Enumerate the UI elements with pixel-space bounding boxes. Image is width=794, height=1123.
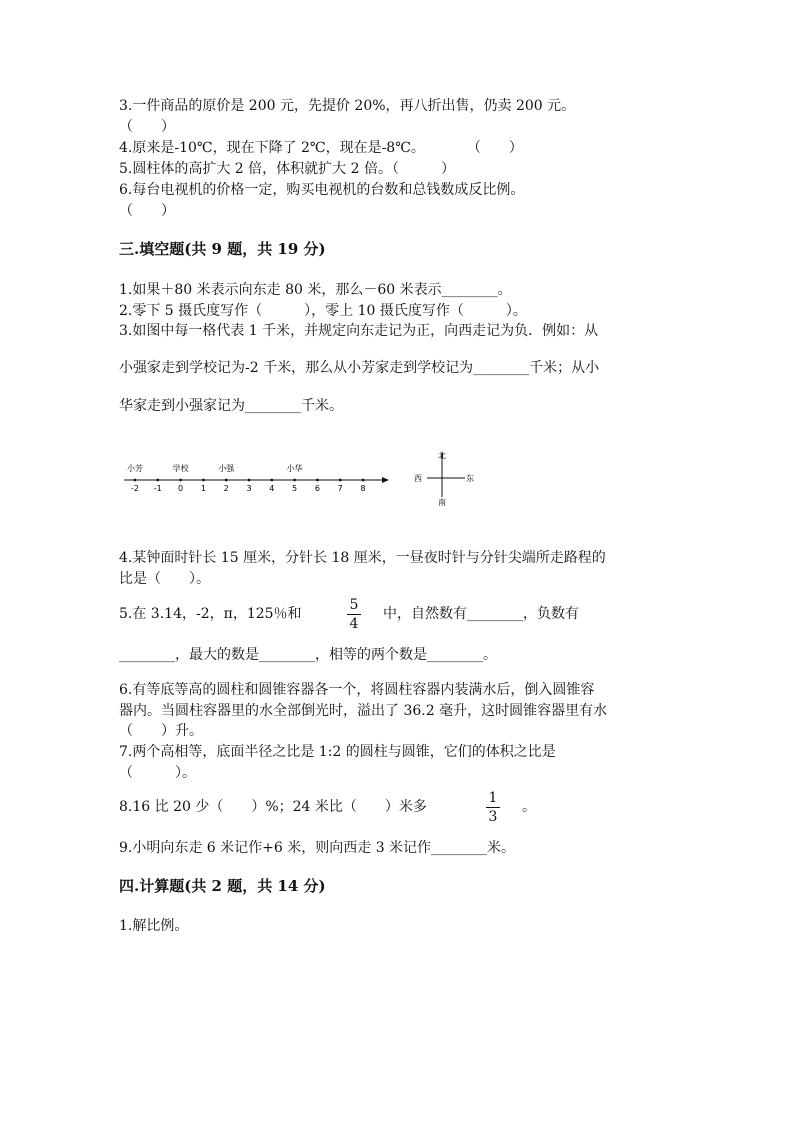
fraction-1-3 xyxy=(486,790,500,825)
fill-q2: 2.零下 5 摄氏度写作（ ），零上 10 摄氏度写作（ ）。 xyxy=(119,303,527,319)
tick-mark xyxy=(270,479,273,482)
fill-q3-line2: 小强家走到学校记为-2 千米，那么从小芳家走到学校记为________千米；从小 xyxy=(119,360,600,376)
fill-q6-line2: 器内。当圆柱容器里的水全部倒光时，溢出了 36.2 毫升，这时圆锥容器里有水 xyxy=(119,703,608,719)
fill-q7-line2: （ ）。 xyxy=(119,765,196,781)
tick-label: 2 xyxy=(223,484,229,493)
judge-q6-answer[interactable]: （ ） xyxy=(119,203,175,219)
tick-label: 7 xyxy=(337,484,343,493)
tick-mark xyxy=(362,479,365,482)
fill-q7-line1: 7.两个高相等，底面半径之比是 1:2 的圆柱与圆锥，它们的体积之比是 xyxy=(119,744,556,760)
judge-q3-line1: 3.一件商品的原价是 200 元，先提价 20%，再八折出售，仍卖 200 元。 xyxy=(119,98,576,114)
judge-q5: 5.圆柱体的高扩大 2 倍，体积就扩大 2 倍。（ ） xyxy=(119,161,455,177)
number-line-arrow xyxy=(382,477,389,483)
fraction-denominator: 3 xyxy=(488,809,498,825)
tick-mark xyxy=(202,479,205,482)
fraction-numerator: 5 xyxy=(349,597,359,613)
tick-mark xyxy=(179,479,182,482)
tick-label: -2 xyxy=(131,484,139,493)
compass-east-label: 东 xyxy=(466,474,474,483)
tick-mark xyxy=(339,479,342,482)
number-line xyxy=(124,463,389,493)
fill-q1: 1.如果＋80 米表示向东走 80 米，那么－60 米表示________。 xyxy=(119,282,512,298)
fraction-numerator: 1 xyxy=(488,790,498,806)
judge-q3-answer[interactable]: （ ） xyxy=(119,119,175,135)
tick-mark xyxy=(248,479,251,482)
tick-mark xyxy=(134,479,137,482)
fill-q5-line2: ________，最大的数是________，相等的两个数是________。 xyxy=(119,647,497,663)
tick-mark xyxy=(156,479,159,482)
tick-label: 8 xyxy=(360,484,366,493)
fill-q5-line1-start: 5.在 3.14，-2，π，125％和 xyxy=(119,606,302,622)
tick-mark xyxy=(293,479,296,482)
section3-title: 三.填空题(共 9 题，共 19 分) xyxy=(119,240,326,258)
fill-q4-line1: 4.某钟面时针长 15 厘米，分针长 18 厘米，一昼夜时针与分针尖端所走路程的 xyxy=(119,550,606,566)
compass-north-label: 北 xyxy=(438,451,446,460)
fraction-denominator: 4 xyxy=(349,616,359,632)
fill-q3-line1: 3.如图中每一格代表 1 千米，并规定向东走记为正，向西走记为负．例如：从 xyxy=(119,323,599,339)
tick-label: 1 xyxy=(200,484,206,493)
place-label: 小强 xyxy=(218,464,235,473)
fill-q4-line2: 比是（ ）。 xyxy=(119,571,210,587)
tick-label: 3 xyxy=(246,484,252,493)
place-label: 学校 xyxy=(172,464,189,473)
tick-label: 5 xyxy=(292,484,298,493)
section4-title: 四.计算题(共 2 题，共 14 分) xyxy=(119,877,326,895)
fill-q6-line3: （ ）升。 xyxy=(119,723,203,739)
compass xyxy=(414,450,474,507)
compass-west-label: 西 xyxy=(414,474,422,483)
place-label: 小华 xyxy=(286,464,303,473)
judge-q4: 4.原来是-10℃，现在下降了 2℃，现在是-8℃。 （ ） xyxy=(119,140,523,156)
place-label: 小芳 xyxy=(127,464,143,473)
fill-q6-line1: 6.有等底等高的圆柱和圆锥容器各一个，将圆柱容器内装满水后，倒入圆锥容 xyxy=(119,682,595,698)
tick-label: 6 xyxy=(314,484,320,493)
tick-label: -1 xyxy=(153,484,162,493)
fill-q5-line1-end: 中，自然数有________，负数有 xyxy=(383,606,579,622)
compass-south-label: 南 xyxy=(438,498,446,507)
fill-q9: 9.小明向东走 6 米记作+6 米，则向西走 3 米记作________米。 xyxy=(119,840,516,856)
number-line-figure xyxy=(110,445,490,515)
fill-q3-line3: 华家走到小强家记为________千米。 xyxy=(119,398,343,414)
calc-q1: 1.解比例。 xyxy=(119,918,189,934)
fill-q8-start: 8.16 比 20 少（ ）%；24 米比（ ）米多 xyxy=(119,799,427,815)
judge-q6-line1: 6.每台电视机的价格一定，购买电视机的台数和总钱数成反比例。 xyxy=(119,182,525,198)
tick-mark xyxy=(316,479,319,482)
fill-q8-end: 。 xyxy=(522,799,536,815)
tick-label: 0 xyxy=(178,484,184,493)
tick-label: 4 xyxy=(269,484,275,493)
tick-mark xyxy=(225,479,228,482)
fraction-5-4 xyxy=(347,597,361,632)
